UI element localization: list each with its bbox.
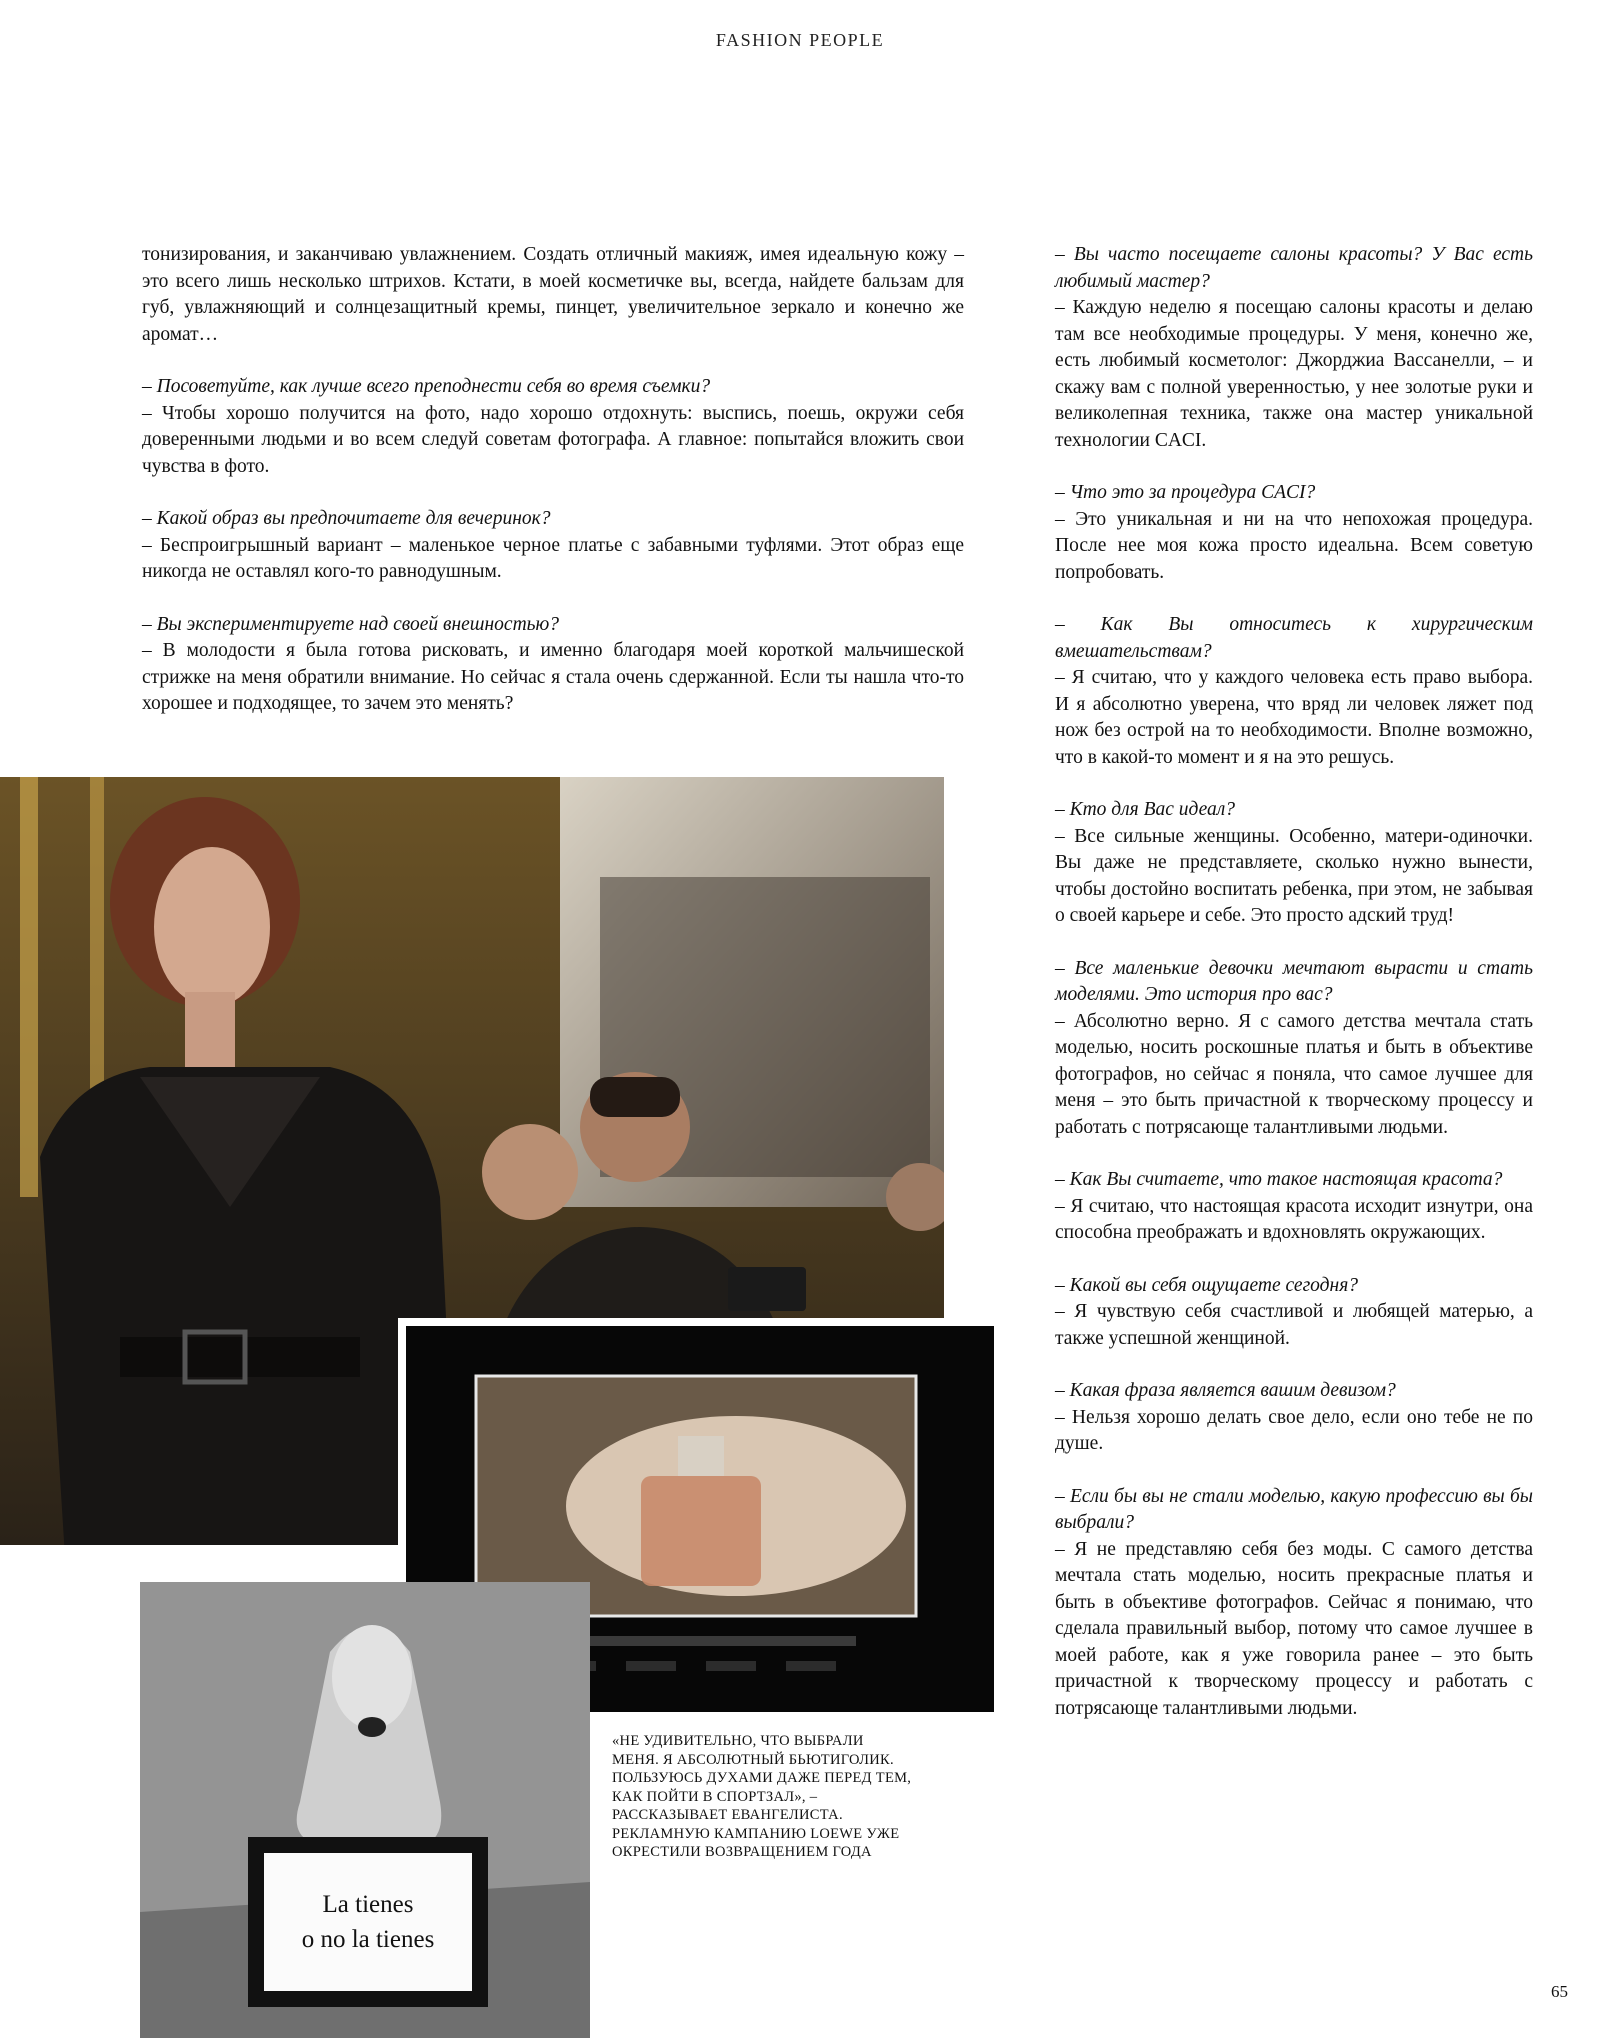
qa-item	[142, 374, 964, 480]
question: – Посоветуйте, как лучше всего преподнести себя во время съемки?	[142, 376, 711, 397]
question: – Вы часто посещаете салоны красоты? У Вас есть любимый мастер?	[1055, 244, 1533, 292]
answer: – Я чувствую себя счастливой и любящей матерью, а также успешной женщиной.	[1055, 1301, 1533, 1349]
qa-item	[1055, 480, 1533, 586]
section-header: FASHION PEOPLE	[715, 30, 885, 50]
qa-item	[142, 506, 964, 586]
intro-paragraph: тонизирования, и заканчиваю увлажнением. Создать отличный макияж, имея идеальную кожу – это всего лишь несколько штрихов. Кстати, в моей косметичке вы, всегда, найдете бальзам для губ, увлажняющий и солнцезащитный кремы, пинцет, увеличительное зеркало и конечно же аромат…	[142, 244, 964, 345]
qa-item	[1055, 797, 1533, 930]
question: – Какой вы себя ощущаете сегодня?	[1055, 1274, 1359, 1296]
qa-item	[1055, 242, 1533, 454]
page-number: 65	[1551, 1982, 1568, 2001]
question: – Кто для Вас идеал?	[1055, 799, 1236, 820]
answer: – В молодости я была готова рисковать, и именно благодаря моей короткой мальчишеской стрижке на меня обратили внимание. Но сейчас я стала очень сдержанной. Если ты нашла что-то хорошее и подходящее, то зачем это менять?	[142, 640, 964, 714]
question: – Что это за процедура CACI?	[1055, 482, 1316, 503]
qa-item	[1055, 612, 1533, 771]
pull-quote: «НЕ УДИВИТЕЛЬНО, ЧТО ВЫБРАЛИ МЕНЯ. Я АБСОЛЮТНЫЙ БЬЮТИГОЛИК. ПОЛЬЗУЮСЬ ДУХАМИ ДАЖЕ ПЕРЕД ТЕМ, КАК ПОЙТИ В СПОРТЗАЛ», – РАССКАЗЫВАЕТ ЕВАНГЕЛИСТА. РЕКЛАМНУЮ КАМПАНИЮ LOEWE УЖЕ ОКРЕСТИЛИ ВОЗВРАЩЕНИЕМ ГОДА	[612, 1733, 912, 1860]
answer: – Нельзя хорошо делать свое дело, если оно тебе не по душе.	[1055, 1406, 1533, 1454]
left-column-text	[142, 242, 964, 744]
question: – Как Вы относитесь к хирургическим вмешательствам?	[1055, 614, 1533, 662]
answer: – Я не представляю себя без моды. С самого детства мечтала стать моделью, носить прекрасные платья и быть в объективе фотографов. Сейчас я понимаю, что сделала правильный выбор, потому что самое лучшее в моей работе, как я уже говорила ранее – это быть причастной к творческому процессу и работать с потрясающе талантливыми людьми.	[1055, 1538, 1533, 1719]
sign-line-2: o no la tienes	[301, 1926, 435, 1953]
question: – Вы экспериментируете над своей внешностью?	[142, 613, 560, 635]
question: – Какая фраза является вашим девизом?	[1055, 1380, 1396, 1401]
right-column-text	[1055, 242, 1533, 1748]
qa-item	[1055, 956, 1533, 1142]
answer: – Беспроигрышный вариант – маленькое черное платье с забавными туфлями. Этот образ еще никогда не оставлял кого-то равнодушным.	[142, 534, 964, 582]
qa-item	[1055, 1167, 1533, 1247]
answer: – Это уникальная и ни на что непохожая процедура. После нее моя кожа просто идеальна. Всем советую попробовать.	[1055, 508, 1533, 583]
question: – Какой образ вы предпочитаете для вечеринок?	[142, 508, 551, 529]
answer: – Я считаю, что у каждого человека есть право выбора. И я абсолютно уверена, что вряд ли человек ляжет под нож без острой на то необходимости. Вполне возможно, что в какой-то момент и я на это решусь.	[1055, 667, 1533, 768]
dog-sign	[248, 1837, 488, 2007]
answer: – Абсолютно верно. Я с самого детства мечтала стать моделью, носить роскошные платья и быть в объективе фотографов, но сейчас я поняла, что самое лучшее для меня – это быть причастной к творческому процессу и работать с потрясающе талантливыми людьми.	[1055, 1010, 1533, 1138]
answer: – Каждую неделю я посещаю салоны красоты и делаю там все необходимые процедуры. У меня, конечно же, есть любимый косметолог: Джорджиа Вассанелли, – и скажу вам с полной уверенностью, у нее золотые руки и великолепная техника, также она мастер уникальной технологии CACI.	[1055, 297, 1533, 451]
afghan-hound-photo	[140, 1582, 590, 2038]
answer: – Чтобы хорошо получится на фото, надо хорошо отдохнуть: выспись, поешь, окружи себя доверенными людьми и во всем следуй советам фотографа. А главное: попытайся вложить свои чувства в фото.	[142, 402, 964, 477]
qa-item	[1055, 1484, 1533, 1723]
question: – Как Вы считаете, что такое настоящая красота?	[1055, 1169, 1503, 1190]
qa-item	[1055, 1378, 1533, 1458]
sign-line-1: La tienes	[322, 1891, 414, 1918]
answer: – Все сильные женщины. Особенно, матери-одиночки. Вы даже не представляете, сколько нужно вынести, чтобы достойно воспитать ребенка, при этом, не забывая о своей карьере и себе. Это просто адский труд!	[1055, 825, 1533, 926]
answer: – Я считаю, что настоящая красота исходит изнутри, она способна преображать и вдохновлять окружающих.	[1055, 1195, 1533, 1243]
qa-item	[142, 612, 964, 718]
question: – Все маленькие девочки мечтают вырасти и стать моделями. Это история про вас?	[1055, 957, 1533, 1005]
question: – Если бы вы не стали моделью, какую профессию вы бы выбрали?	[1055, 1485, 1533, 1533]
qa-item	[1055, 1273, 1533, 1353]
